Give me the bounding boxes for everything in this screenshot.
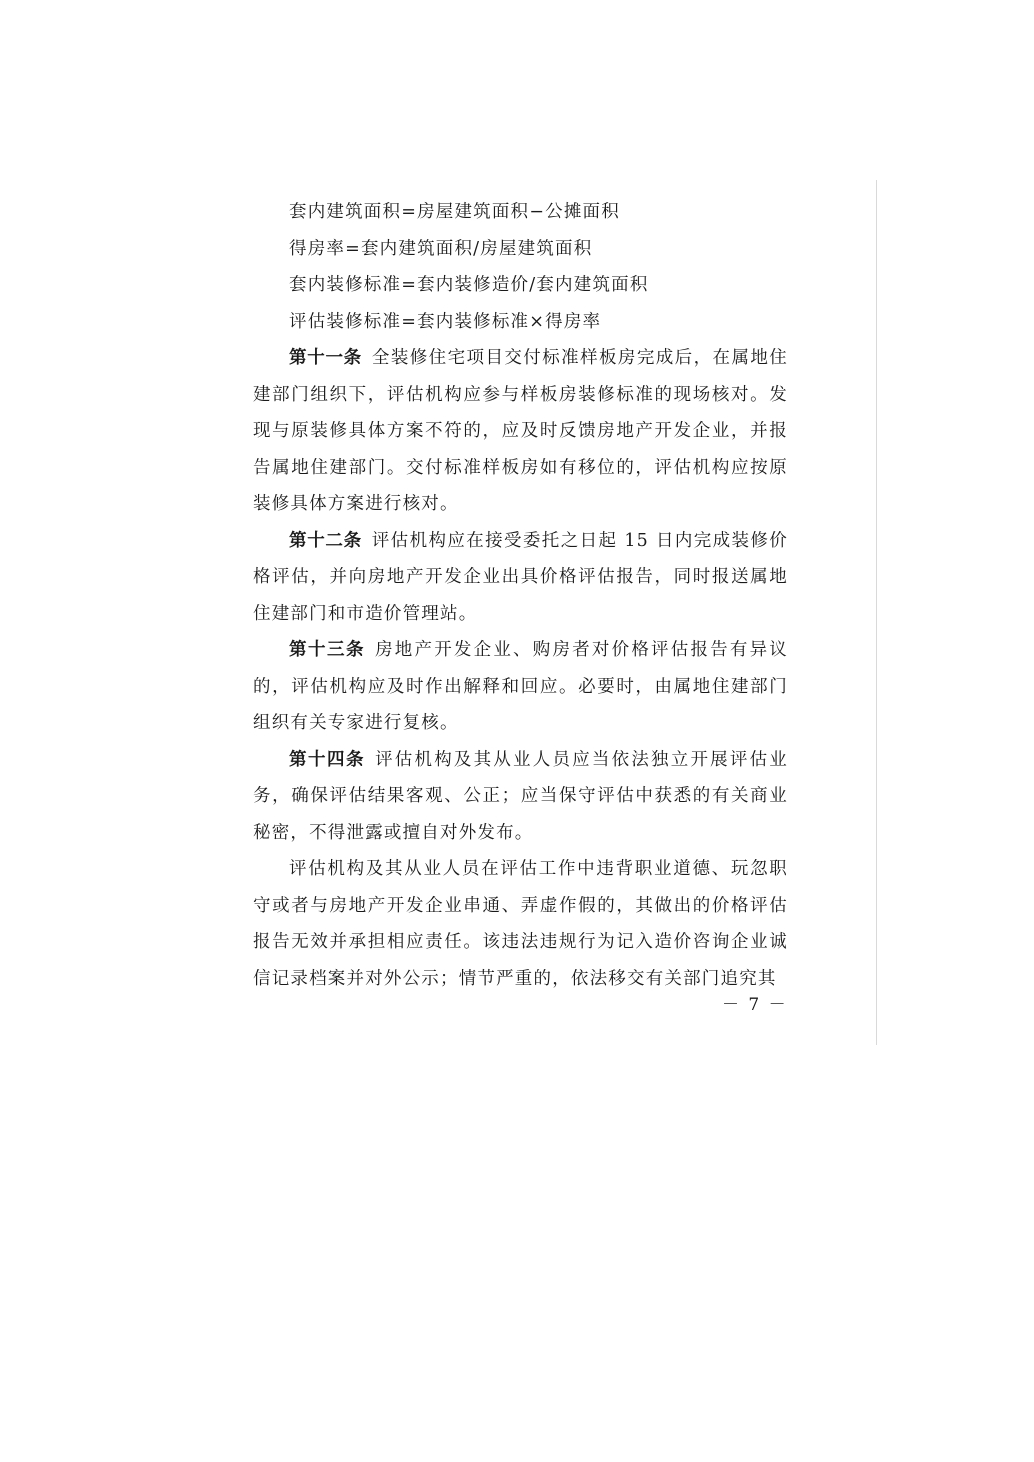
- page-edge-rule: [876, 180, 877, 1045]
- formula-line: 得房率=套内建筑面积/房屋建筑面积: [289, 238, 593, 259]
- formula-line: 套内建筑面积=房屋建筑面积−公摊面积: [289, 202, 620, 222]
- article-heading: 第十三条: [289, 640, 366, 660]
- page-number: － 7 －: [722, 995, 788, 1015]
- article-11: [253, 340, 788, 523]
- article-12: [253, 523, 788, 633]
- formula-line: 套内装修标准=套内装修造价/套内建筑面积: [289, 275, 649, 295]
- article-13: [253, 632, 788, 742]
- article-heading: 第十一条: [289, 348, 362, 368]
- article-text: 房地产开发企业、购房者对价格评估报告有异议的，评估机构应及时作出解释和回应。必要时，由属地住建部门组织有关专家进行复核。: [253, 640, 789, 733]
- article-14: [253, 742, 788, 852]
- page-body: [253, 194, 788, 997]
- formula-line: 评估装修标准=套内装修标准×得房率: [289, 311, 602, 332]
- article-text: 评估机构应在接受委托之日起 15 日内完成装修价格评估，并向房地产开发企业出具价格评估报告，同时报送属地住建部门和市造价管理站。: [253, 530, 789, 624]
- article-heading: 第十二条: [289, 530, 362, 551]
- final-paragraph: 评估机构及其从业人员在评估工作中违背职业道德、玩忽职守或者与房地产开发企业串通、弄虚作假的，其做出的价格评估报告无效并承担相应责任。该违法违规行为记入造价咨询企业诚信记录档案并对外公示；情节严重的，依法移交有关部门追究其: [253, 859, 788, 989]
- article-heading: 第十四条: [289, 749, 366, 770]
- article-text: 评估机构及其从业人员应当依法独立开展评估业务，确保评估结果客观、公正；应当保守评估中获悉的有关商业秘密，不得泄露或擅自对外发布。: [253, 749, 789, 843]
- article-text: 全装修住宅项目交付标准样板房完成后，在属地住建部门组织下，评估机构应参与样板房装修标准的现场核对。发现与原装修具体方案不符的，应及时反馈房地产开发企业，并报告属地住建部门。交付标准样板房如有移位的，评估机构应按原装修具体方案进行核对。: [253, 348, 789, 514]
